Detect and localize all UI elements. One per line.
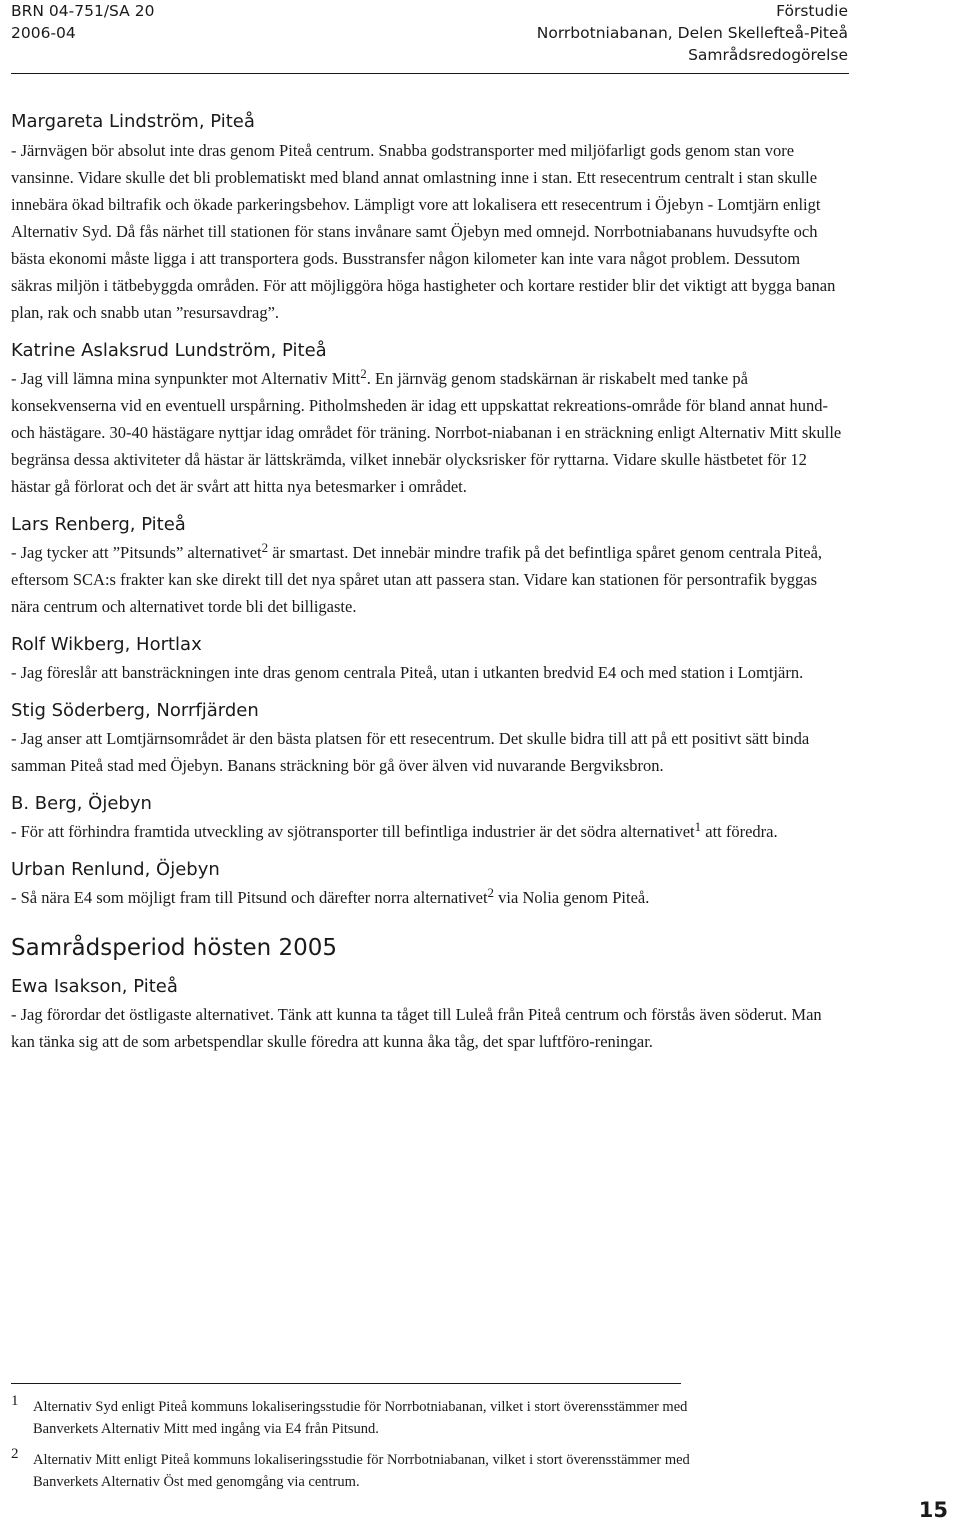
page-number: 15 <box>918 1498 948 1522</box>
entry-text: - Jag vill lämna mina synpunkter mot Alternativ Mitt$^2$. En järnväg genom stadskärnan är riskabelt med tanke på konsekvenserna vid en eventuell urspårning. Pitholmsheden är idag ett uppskattat rekreations-område för bland annat hund- och hästägare. 30-40 hästägare nyttjar idag området för träning. Norrbot-niabanan i en sträckning enligt Alternativ Mitt skulle begränsa dessa aktiviteter då hästar är lättskrämda, vilket innebär olycksrisker för ryttarna. Vidare skulle hästbetet för 12 hästar gå förlorat och det är svårt att hitta nya betesmarker i området. <box>11 366 842 496</box>
section-title: Samrådsperiod hösten 2005 <box>11 935 338 961</box>
header-divider <box>11 73 849 74</box>
entry-name: B. Berg, Öjebyn <box>11 793 152 814</box>
entry-text: - Järnvägen bör absolut inte dras genom Piteå centrum. Snabba godstransporter med miljöfarligt gods genom stan vore vansinne. Vidare skulle det bli problematiskt med bland annat omlastning inne i stan. Ett resecentrum centralt i stan skulle innebära ökad biltrafik och ökade parkeringsbehov. Lämpligt vore att lokalisera ett resecentrum i Öjebyn - Lomtjärn enligt Alternativ Syd. Då fås närhet till stationen för stans invånare samt Öjebyn med omnejd. Norrbotniabanans huvudsyfte och bästa ekonomi måste ligga i att transportera gods. Busstransfer någon kilometer kan inte vara något problem. Dessutom säkras miljön i tätbebyggda områden. För att möjliggöra höga hastigheter och kortare restider blir det viktigt att bygga banan plan, rak och snabb utan ”resursavdrag”. <box>11 141 836 322</box>
main-content <box>11 110 843 1055</box>
entry-text: - Jag anser att Lomtjärnsområdet är den bästa platsen för ett resecentrum. Det skulle bidra till att på ett positivt sätt binda samman Piteå stad med Öjebyn. Banans sträckning bör gå över älven vid nuvarande Bergviksbron. <box>11 729 810 775</box>
footnote-divider <box>11 1383 681 1384</box>
footnote-number: 2 <box>11 1446 19 1462</box>
footnote-ref: 2 <box>360 366 367 381</box>
entry-text: - Så nära E4 som möjligt fram till Pitsund och därefter norra alternativet$^2$ via Nolia genom Piteå. <box>11 885 650 907</box>
entry-text: - För att förhindra framtida utveckling av sjötransporter till befintliga industrier är det södra alternativet$^1$ att föredra. <box>11 819 778 841</box>
doc-id: BRN 04-751/SA 20 <box>11 2 155 20</box>
entry-name: Margareta Lindström, Piteå <box>11 111 255 132</box>
footnote-ref: 1 <box>694 819 702 834</box>
doc-date: 2006-04 <box>11 24 76 42</box>
entry-text: - Jag förordar det östligaste alternativet. Tänk att kunna ta tåget till Luleå från Piteå centrum och förstås även söderut. Man kan tänka sig att de som arbetspendlar skulle föredra att kunna åka tåg, det spar luftföro-reningar. <box>11 1005 822 1051</box>
entry-name: Katrine Aslaksrud Lundström, Piteå <box>11 340 327 361</box>
entry-name: Stig Söderberg, Norrfjärden <box>11 700 259 721</box>
project-name: Norrbotniabanan, Delen Skellefteå-Piteå <box>536 24 848 42</box>
doc-type: Förstudie <box>776 2 848 20</box>
entry-text: - Jag föreslår att bansträckningen inte dras genom centrala Piteå, utan i utkanten bredvid E4 och med station i Lomtjärn. <box>11 663 804 682</box>
footnote-number: 1 <box>11 1393 19 1409</box>
footnote <box>11 1446 691 1493</box>
header-left <box>11 0 154 44</box>
footnote-ref: 2 <box>487 885 495 900</box>
report-name: Samrådsredogörelse <box>688 46 848 64</box>
entry-text: - Jag tycker att ”Pitsunds” alternativet$^2$ är smartast. Det innebär mindre trafik på det befintliga spåret genom centrala Piteå, eftersom SCA:s frakter kan ske direkt till det nya spåret utan att passera stan. Vidare kan stationen för persontrafik byggas nära centrum och alternativet torde bli det billigaste. <box>11 540 823 616</box>
entry-name: Ewa Isakson, Piteå <box>11 976 178 997</box>
footnote-text: Alternativ Syd enligt Piteå kommuns lokaliseringsstudie för Norrbotniabanan, vilket i stort överensstämmer med Banverkets Alternativ Mitt med ingång via E4 från Pitsund. <box>33 1399 688 1437</box>
header-right <box>537 0 848 66</box>
entry-name: Urban Renlund, Öjebyn <box>11 859 220 880</box>
entry-name: Rolf Wikberg, Hortlax <box>11 634 202 655</box>
footnote <box>11 1393 691 1440</box>
footnote-text: Alternativ Mitt enligt Piteå kommuns lokaliseringsstudie för Norrbotniabanan, vilket i stort överensstämmer med Banverkets Alternativ Öst med genomgång via centrum. <box>33 1452 690 1490</box>
entry-name: Lars Renberg, Piteå <box>11 514 186 535</box>
footnote-ref: 2 <box>261 540 269 555</box>
